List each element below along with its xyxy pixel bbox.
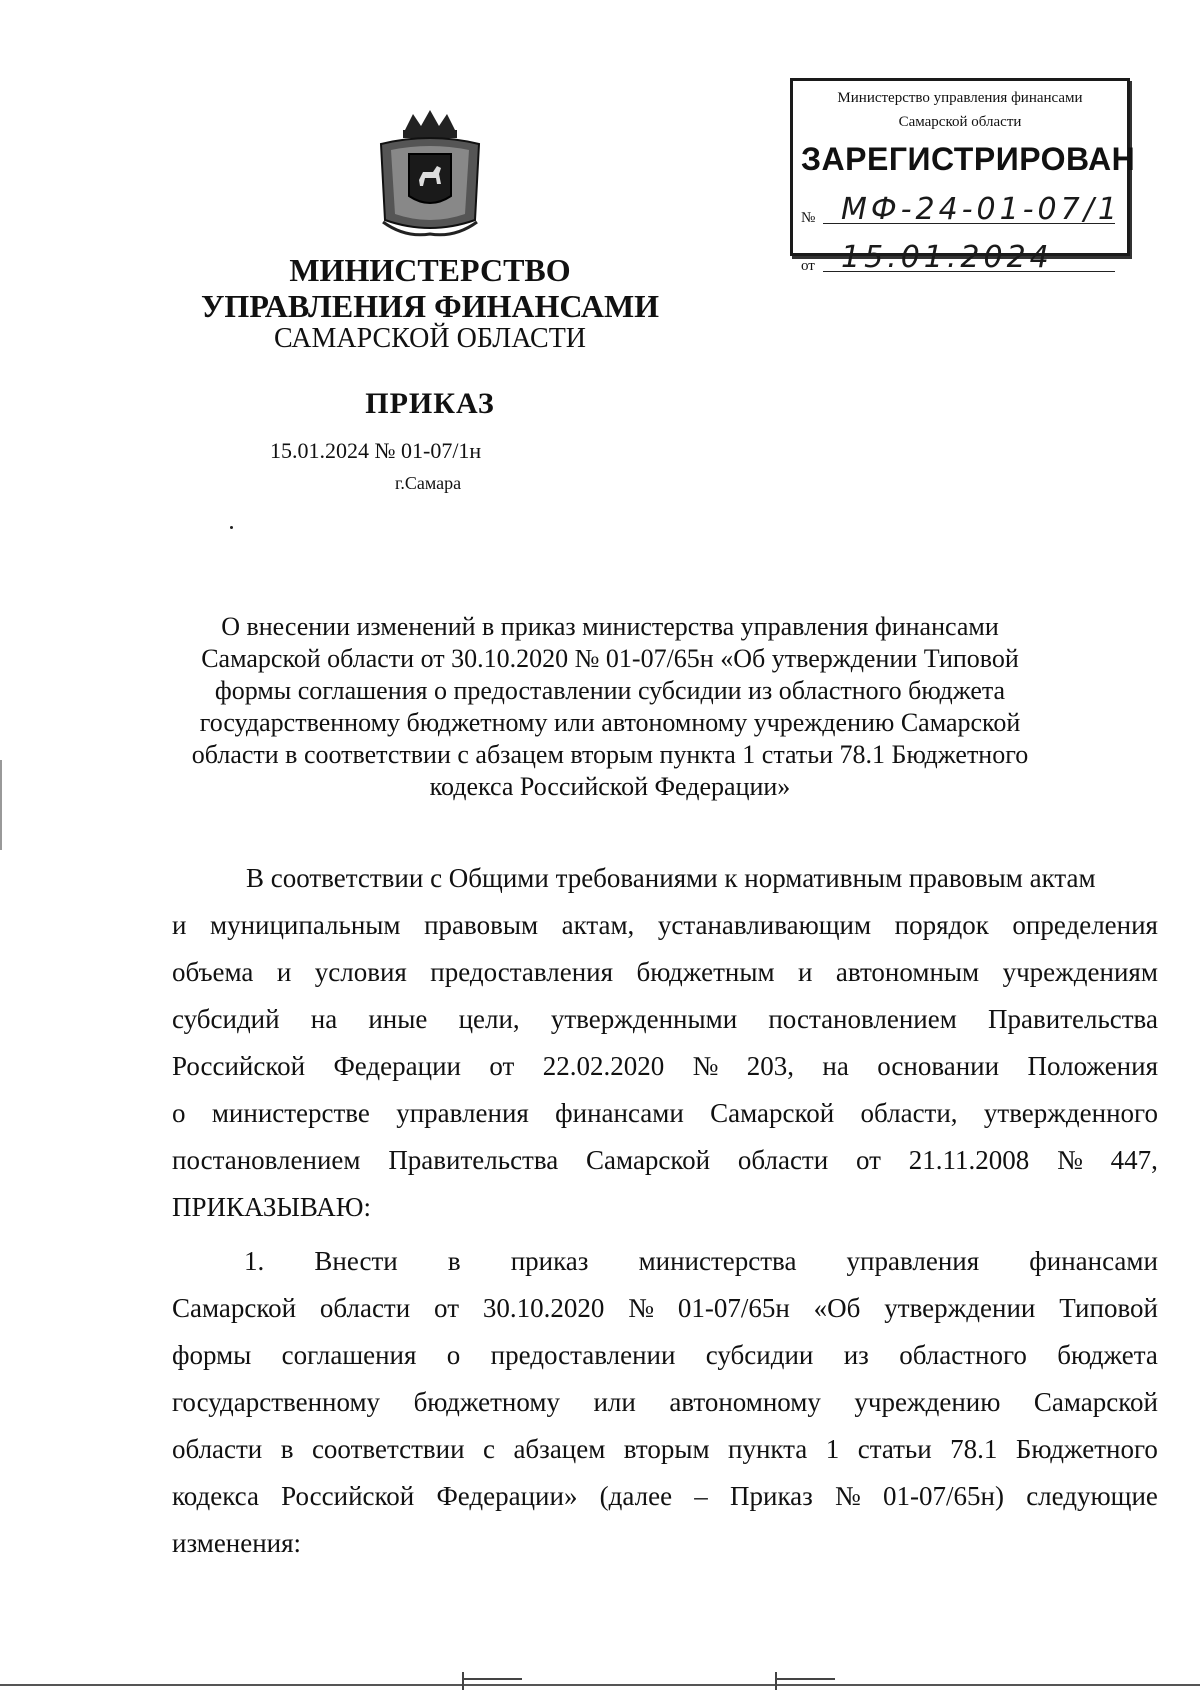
word: и	[172, 910, 187, 940]
body-line: В соответствии с Общими требованиями к нормативным правовым актам	[246, 863, 1096, 893]
document-type: ПРИКАЗ	[365, 387, 495, 420]
body-line	[172, 1098, 1158, 1146]
word: приказ	[510, 1246, 589, 1276]
word: предоставления	[430, 957, 614, 987]
word: учреждению	[854, 1387, 1001, 1417]
subject-line: кодекса Российской Федерации»	[429, 772, 791, 801]
item1-line	[172, 1434, 1158, 1482]
registration-stamp	[790, 78, 1136, 275]
scan-bracket	[775, 1672, 777, 1690]
word: актам,	[561, 910, 635, 940]
word: на	[310, 1004, 338, 1034]
word: от	[856, 1145, 881, 1175]
item1-line	[172, 1481, 1158, 1529]
word: Самарской	[172, 1293, 297, 1323]
word: 1.	[244, 1246, 265, 1276]
word: 21.11.2008	[908, 1145, 1030, 1175]
body-line	[172, 1004, 1158, 1052]
word: муниципальным	[210, 910, 401, 940]
scan-speck	[230, 526, 233, 529]
word: и	[276, 957, 292, 987]
word: 1	[825, 1434, 840, 1464]
item1-line	[172, 1340, 1158, 1388]
stamp-date-label: от	[801, 258, 815, 274]
word: №	[628, 1293, 654, 1323]
region-title: САМАРСКОЙ ОБЛАСТИ	[273, 323, 587, 354]
word: иные	[368, 1004, 428, 1034]
word: соответствии	[311, 1434, 465, 1464]
word: субсидии	[705, 1340, 814, 1370]
word: 447,	[1110, 1145, 1158, 1175]
word: постановлением	[172, 1145, 361, 1175]
stamp-org-line2: Самарской области	[898, 114, 1022, 130]
body-line-order-word: ПРИКАЗЫВАЮ:	[172, 1192, 371, 1222]
word: 22.02.2020	[542, 1051, 665, 1081]
word: области	[737, 1145, 829, 1175]
word: Правительства	[988, 1004, 1158, 1034]
word: кодекса	[172, 1481, 259, 1511]
stamp-number-handwritten: МФ-24-01-07/1	[841, 192, 1121, 227]
word: или	[593, 1387, 636, 1417]
word: областного	[899, 1340, 1027, 1370]
word: пункта	[728, 1434, 808, 1464]
stamp-number-label: №	[801, 210, 816, 226]
subject-line: формы соглашения о предоставлении субсидии из областного бюджета	[214, 676, 1006, 705]
word: автономным	[835, 957, 980, 987]
word: управления	[396, 1098, 529, 1128]
stamp-title: ЗАРЕГИСТРИРОВАН	[801, 141, 1136, 177]
word: следующие	[1026, 1481, 1158, 1511]
word: государственному	[172, 1387, 381, 1417]
document-date-number: 15.01.2024 № 01-07/1н	[270, 438, 482, 463]
word: от	[489, 1051, 515, 1081]
body-line	[172, 1051, 1158, 1099]
word: Бюджетного	[1015, 1434, 1158, 1464]
word: в	[447, 1246, 461, 1276]
word: 203,	[746, 1051, 794, 1081]
ministry-title-line1: МИНИСТЕРСТВО	[289, 252, 571, 288]
item1-line	[172, 1293, 1158, 1341]
word: Положения	[1027, 1051, 1158, 1081]
word: 01-07/65н)	[883, 1481, 1004, 1511]
word: 78.1	[950, 1434, 998, 1464]
word: бюджетному	[413, 1387, 560, 1417]
word: Внести	[314, 1246, 398, 1276]
word: абзацем	[513, 1434, 606, 1464]
body-line	[172, 910, 1158, 958]
word: Самарской	[710, 1098, 835, 1128]
word: порядок	[894, 910, 989, 940]
word: соглашения	[281, 1340, 417, 1370]
item1-line	[172, 1387, 1158, 1435]
word: Самарской	[1033, 1387, 1158, 1417]
subject-line: О внесении изменений в приказ министерства управления финансами	[221, 612, 999, 641]
scan-bracket	[462, 1678, 522, 1680]
word: статьи	[857, 1434, 932, 1464]
word: устанавливающим	[657, 910, 872, 940]
word: вторым	[623, 1434, 710, 1464]
body-line	[172, 957, 1158, 1005]
word: Федерации»	[436, 1481, 578, 1511]
word: финансами	[1029, 1246, 1158, 1276]
word: министерстве	[211, 1098, 370, 1128]
word: автономному	[669, 1387, 821, 1417]
scan-edge-mark	[0, 760, 2, 850]
ministry-title-line2: УПРАВЛЕНИЯ ФИНАНСАМИ	[200, 288, 660, 324]
word: на	[822, 1051, 849, 1081]
word: Самарской	[586, 1145, 711, 1175]
item1-line	[244, 1246, 1158, 1294]
word: №	[1057, 1145, 1083, 1175]
word: №	[835, 1481, 861, 1511]
item1-line: изменения:	[172, 1528, 302, 1558]
subject-line: области в соответствии с абзацем вторым пункта 1 статьи 78.1 Бюджетного	[191, 740, 1029, 769]
word: Правительства	[388, 1145, 559, 1175]
word: предоставлении	[490, 1340, 676, 1370]
word: бюджетным	[636, 957, 775, 987]
word: учреждениям	[1002, 957, 1158, 987]
word: Российской	[281, 1481, 415, 1511]
word: с	[482, 1434, 495, 1464]
word: финансами	[555, 1098, 684, 1128]
word: области	[172, 1434, 263, 1464]
scan-bracket	[775, 1678, 835, 1680]
word: объема	[172, 957, 254, 987]
word: условия	[314, 957, 407, 987]
word: от	[434, 1293, 459, 1323]
word: цели,	[458, 1004, 520, 1034]
document-subject	[150, 611, 1070, 803]
word: утвержденными	[550, 1004, 738, 1034]
word: правовым	[424, 910, 539, 940]
stamp-number-row	[801, 192, 1121, 227]
word: Российской	[172, 1051, 306, 1081]
word: субсидий	[172, 1004, 280, 1034]
word: министерства	[638, 1246, 797, 1276]
word: о	[172, 1098, 186, 1128]
word: бюджета	[1057, 1340, 1158, 1370]
word: Федерации	[333, 1051, 461, 1081]
word: области	[319, 1293, 411, 1323]
word: основании	[877, 1051, 1000, 1081]
word: области,	[860, 1098, 958, 1128]
scan-bracket	[462, 1672, 464, 1690]
word: и	[798, 957, 813, 987]
word: формы	[172, 1340, 252, 1370]
word: «Об	[813, 1293, 861, 1323]
word: утверждении	[884, 1293, 1036, 1323]
stamp-org-line1: Министерство управления финансами	[837, 90, 1083, 106]
document-city: г.Самара	[395, 473, 462, 493]
word: утвержденного	[983, 1098, 1158, 1128]
word: из	[843, 1340, 869, 1370]
word: постановлением	[768, 1004, 957, 1034]
word: Типовой	[1059, 1293, 1158, 1323]
word: в	[280, 1434, 294, 1464]
subject-line: государственному бюджетному или автономному учреждению Самарской	[199, 708, 1021, 737]
word: о	[446, 1340, 461, 1370]
stamp-date-handwritten: 15.01.2024	[841, 240, 1053, 275]
word: №	[692, 1051, 719, 1081]
word: Приказ	[730, 1481, 813, 1511]
scan-bottom-line	[0, 1684, 1200, 1686]
word: (далее	[599, 1481, 673, 1511]
word: 30.10.2020	[482, 1293, 605, 1323]
stamp-date-row	[801, 241, 1115, 275]
subject-line: Самарской области от 30.10.2020 № 01-07/65н «Об утверждении Типовой	[201, 644, 1019, 673]
body-line	[172, 1145, 1158, 1193]
word: управления	[846, 1246, 980, 1276]
word: 01-07/65н	[677, 1293, 790, 1323]
word: –	[694, 1481, 708, 1511]
coat-of-arms-icon	[375, 110, 485, 240]
word: определения	[1012, 910, 1158, 940]
